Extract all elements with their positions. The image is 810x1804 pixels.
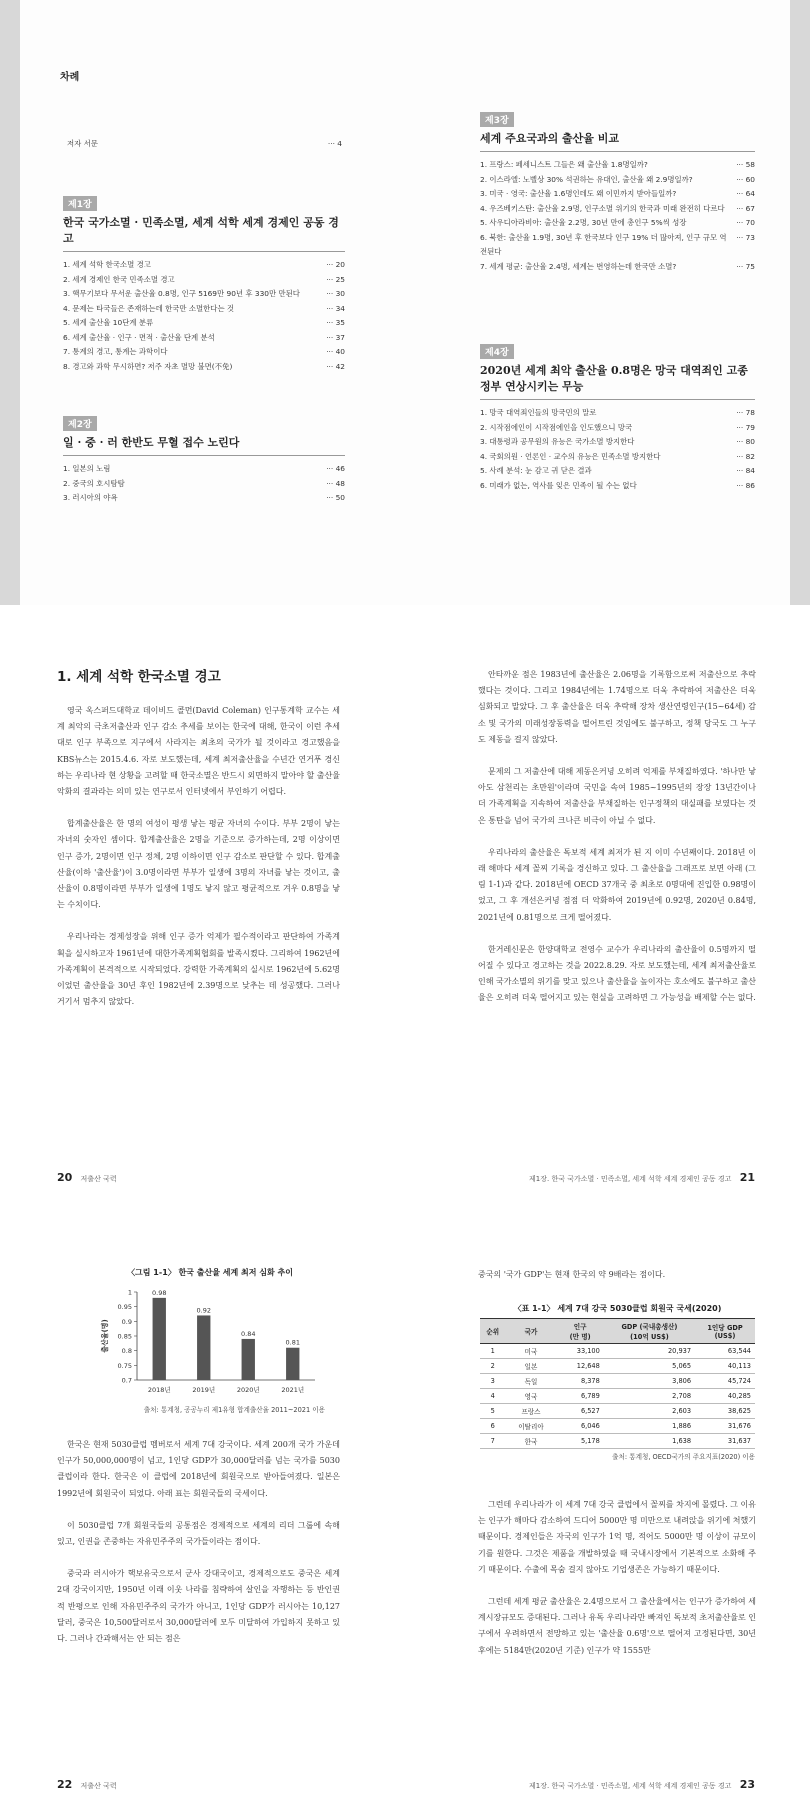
toc-item[interactable]	[480, 464, 755, 479]
y-tick-label: 0.85	[117, 1332, 132, 1341]
toc-item-title: 2. 시작점에인이 시작점에인을 인도했으니 망국	[480, 422, 633, 432]
table-header-cell: 국가	[506, 1319, 557, 1344]
toc-item-page: ··· 67	[736, 203, 755, 213]
table-cell: 6	[480, 1419, 506, 1434]
body-paragraph: 한거레신문은 한양대학교 전영수 교수가 우리나라의 출산율이 0.5명까지 떨어질 수 있다고 경고하는 것을 2022.8.29. 자로 보도했는데, 세계 최저출산율로 인해 국가소멸의 위기를 맞고 있으나 출산율을 높이자는 호소에도 불구하고 출산율은 오히려 더욱 떨어지고 있는 현실을 고려하면 그 가능성을 배제할 수는 없다.	[478, 944, 756, 1003]
table-cell: 45,724	[695, 1374, 755, 1389]
y-tick-label: 0.8	[121, 1347, 132, 1356]
body-paragraph: 이 5030클럽 7개 회원국들의 공통점은 경제적으로 세계의 리더 그룹에 속해 있고, 인권을 존중하는 자유민주주의 국가들이라는 점이다.	[57, 1520, 340, 1547]
toc-item-title: 5. 사우디아라비아: 출산율 2.2명, 30년 만에 총인구 5%씩 성장	[480, 218, 687, 227]
table-header-cell: GDP (국내총생산) (10억 US$)	[604, 1319, 695, 1344]
toc-item[interactable]	[63, 316, 345, 331]
table-cell: 63,544	[695, 1344, 755, 1359]
bar	[286, 1348, 299, 1380]
toc-item[interactable]	[480, 435, 755, 450]
toc-item-page: ··· 78	[736, 408, 755, 417]
table-cell: 미국	[506, 1344, 557, 1359]
table-header-cell: 인구 (만 명)	[557, 1319, 604, 1344]
y-tick-label: 0.95	[117, 1303, 132, 1312]
toc-item-page: ··· 50	[326, 493, 345, 502]
bar-value-label: 0.81	[285, 1338, 300, 1347]
x-tick-label: 2021년	[281, 1386, 305, 1394]
table-cell: 40,113	[695, 1359, 755, 1374]
toc-item-title: 3. 대통령과 공무원의 유능은 국가소멸 방지한다	[480, 437, 635, 446]
right-gutter	[790, 0, 810, 605]
toc-item-page: ··· 84	[736, 466, 755, 475]
toc-item-page: ··· 4	[327, 139, 342, 148]
toc-item-page: ··· 37	[326, 332, 345, 342]
table-row	[480, 1344, 755, 1359]
toc-item-title: 6. 북한: 출산율 1.9명, 30년 후 한국보다 인구 19% 더 많아져, 인구 규모 역전된다	[480, 232, 727, 256]
chapter-items	[480, 158, 755, 274]
chapter-divider	[63, 455, 345, 456]
toc-item[interactable]	[63, 273, 345, 288]
toc-item-title: 1. 일본의 노림	[63, 464, 111, 473]
body-paragraph: 한국은 현재 5030클럽 멤버로서 세계 7대 강국이다. 세계 200개 국가 가운데 인구가 50,000,000명이 넘고, 1인당 GDP가 30,000달러를 넘는 국가를 5030클럽이라 한다. 한국은 이 클럽에 2018년에 회원국으로 받아들여졌다. 일본은 1992년에 회원국이 되었다. 아래 표는 회원국들의 국세이다.	[57, 1440, 340, 1498]
table-cell: 이탈리아	[506, 1419, 557, 1434]
toc-item[interactable]	[63, 258, 345, 273]
x-tick-label: 2018년	[147, 1386, 171, 1394]
table-cell: 33,100	[557, 1344, 604, 1359]
toc-item[interactable]	[480, 202, 755, 217]
toc-item-page: ··· 58	[736, 160, 755, 169]
table-row	[480, 1434, 755, 1449]
toc-item-title: 2. 중국의 호시탐탐	[63, 478, 125, 488]
bar-value-label: 0.92	[196, 1306, 211, 1315]
toc-item-page: ··· 70	[736, 218, 755, 227]
toc-item-title: 6. 세계 출산율 · 인구 · 면적 · 출산율 단계 분석	[63, 332, 215, 342]
toc-item[interactable]	[480, 231, 755, 260]
body-paragraph: 합계출산율은 한 명의 여성이 평생 낳는 평균 자녀의 수이다. 부부 2명이 낳는 자녀의 숫자인 셈이다. 합계출산율은 2명을 기준으로 증가하는데, 2명 이상이면 인구 증가, 2명이면 인구 정체, 2명 이하이면 인구 감소로 판단할 수 있다. 합계출산율(이하 '출산율')이 3.0명이라면 부부가 일생에 3명의 자녀를 낳는 것이고, 출산율이 0.8명이라면 부부가 일생에 1명도 낳지 않고 평균적으로 겨우 0.8명을 낳는 수치이다.	[57, 819, 340, 910]
table-cell: 일본	[506, 1359, 557, 1374]
chapter-tag: 제1장	[63, 196, 97, 211]
toc-item-title: 3. 핵무기보다 무서운 출산율 0.8명, 인구 5169만 90년 후 330만 만된다	[63, 289, 300, 298]
table-cell: 영국	[506, 1389, 557, 1404]
body-paragraph: 그런데 세계 평균 출산율은 2.4명으로서 그 출산율에서는 인구가 증가하여 세계시장규모도 증대된다. 그러나 유독 우리나라만 빠져인 독보적 초저출산율로 인구에서 우려하면서 전망하고 있는 '출산율 0.6명'으로 떨어져 고정된다면, 30년 후에는 5184만(2020년 기준) 인구가 약 1555만	[478, 1597, 756, 1655]
table-cell: 2,708	[604, 1389, 695, 1404]
fertility-bar-chart	[95, 1282, 325, 1402]
table-cell: 6,527	[557, 1404, 604, 1419]
chapter-tag: 제3장	[480, 112, 514, 127]
y-tick-label: 0.9	[121, 1317, 132, 1326]
running-title: 제1장. 한국 국가소멸 · 민족소멸, 세계 석학 세계 경제인 공동 경고	[529, 1782, 732, 1790]
toc-item-page: ··· 79	[736, 422, 755, 432]
toc-item-page: ··· 73	[736, 232, 755, 242]
body-paragraph: 그런데 우리나라가 이 세계 7대 강국 클럽에서 꼴찌를 차지에 몰렸다. 그 이유는 인구가 해마다 감소하여 드디어 5000만 명 미만으로 내려앉을 위기에 처했기 때문이다. 경제인들은 자국의 인구가 1억 명, 적어도 5000만 명 이상이 규모이기를 원한다. 그것은 제품을 개발하였을 때 국내시장에서 기본적으로 소화해 주기 때문이다. 수출에 목숨 걸지 않아도 기업생존은 가능하기 때문이다.	[478, 1500, 756, 1574]
member-table	[480, 1318, 755, 1449]
toc-item[interactable]	[67, 137, 342, 152]
toc-item[interactable]	[63, 491, 345, 506]
bar	[242, 1339, 255, 1380]
running-title: 저출산 국력	[80, 1175, 117, 1183]
toc-item-title: 7. 통계의 경고, 통계는 과학이다	[63, 347, 168, 356]
table-header-cell: 1인당 GDP (US$)	[695, 1319, 755, 1344]
chapter-divider	[63, 251, 345, 252]
body-paragraph: 영국 옥스퍼드대학교 데이비드 콜먼(David Coleman) 인구통계학 교수는 세계 최악의 극초저출산과 인구 감소 추세를 보이는 한국에 대해, 한국이 이런 추세대로 인구 부족으로 지구에서 사라지는 최초의 국가가 될 것이라고 경고했음을 KBS뉴스는 2015.4.6. 자로 보도했는데, 세계 최저출산율을 수년간 연거푸 경신하는 우리나라 현 상황을 고려할 때 한국소멸은 반드시 외면하지 말아야 할 출산율 악화의 결과라는 의미 있는 연구로서 인터넷에서 부인하기 어렵다.	[57, 706, 340, 797]
toc-item-title: 저자 서문	[67, 139, 98, 148]
chapter-tag: 제4장	[480, 344, 514, 359]
x-tick-label: 2019년	[192, 1386, 216, 1394]
page-20-footer	[57, 1171, 117, 1184]
toc-item[interactable]	[480, 187, 755, 202]
table-cell: 40,285	[695, 1389, 755, 1404]
toc-item-page: ··· 60	[736, 174, 755, 184]
chapter-tag: 제2장	[63, 416, 97, 431]
toc-item[interactable]	[480, 216, 755, 231]
table-header-cell: 순위	[480, 1319, 506, 1344]
table-cell: 38,625	[695, 1404, 755, 1419]
table-row	[480, 1389, 755, 1404]
chapter-title: 세계 주요국과의 출산율 비교	[480, 132, 619, 145]
toc-item-page: ··· 42	[326, 361, 345, 371]
chapter-title: 2020년 세계 최악 출산율 0.8명은 망국 대역죄인 고종 정부 연상시키는 무능	[480, 364, 748, 393]
table-row	[480, 1419, 755, 1434]
toc-item-title: 7. 세계 평균: 출산율 2.4명, 세계는 번영하는데 한국만 소멸?	[480, 261, 677, 271]
body-paragraph: 문제의 그 저출산에 대해 제동은커녕 오히려 억제를 부채질하였다. '하나만 낳아도 삼천리는 초만원'이라며 국민을 속여 1985~1995년의 장장 13년간이나 더 가족계획을 지속하여 저출산을 부채질하는 인구정책의 대실패를 보였다는 것은 통탄을 넘어 국가의 크나큰 비극이 아닐 수 없다.	[478, 767, 756, 825]
chapter-items	[63, 258, 345, 374]
toc-item-page: ··· 75	[736, 261, 755, 271]
toc-item-page: ··· 64	[736, 189, 755, 198]
toc-item[interactable]	[63, 462, 345, 477]
table-row	[480, 1374, 755, 1389]
table-source: 출처: 통계청, OECD국가의 주요지표(2020) 이용	[612, 1453, 755, 1461]
running-title: 제1장. 한국 국가소멸 · 민족소멸, 세계 석학 세계 경제인 공동 경고	[529, 1175, 732, 1183]
table-cell: 2	[480, 1359, 506, 1374]
body-paragraph: 안타까운 점은 1983년에 출산율은 2.06명을 기록함으로써 저출산으로 추락했다는 것이다. 그리고 1984년에는 1.74명으로 더욱 추락하여 저출산은 더욱 심화되고 말았다. 그 후 출산율은 더욱 추락해 장차 생산연령인구(15~64세) 감소 및 국가의 미래성장동력을 떨어트린 것임에도 불구하고, 정책 당국도 그 누구도 제동을 걸지 않았다.	[478, 670, 756, 744]
table-cell: 독일	[506, 1374, 557, 1389]
section-title: 1. 세계 석학 한국소멸 경고	[57, 669, 221, 685]
y-tick-label: 0.75	[117, 1361, 132, 1370]
table-cell: 5	[480, 1404, 506, 1419]
table-cell: 31,637	[695, 1434, 755, 1449]
toc-item[interactable]	[63, 302, 345, 317]
page-number: 21	[739, 1171, 755, 1184]
body-paragraph: 우리나라는 경제성장을 위해 인구 증가 억제가 필수적이라고 판단하여 가족계획을 실시하고자 1961년에 대한가족계획협회를 발족시켰다. 그리하여 1962년에 가족계획이 본격적으로 시작되었다. 강력한 가족계획의 실시로 1962년에 5.62명이었던 출산율을 30년 후인 1982년에 2.39명으로 낮추는 데 성공했다. 그러나 거기서 멈추지 않았다.	[57, 932, 340, 1007]
toc-item[interactable]	[63, 345, 345, 360]
toc-item-title: 3. 러시아의 야욕	[63, 493, 118, 502]
table-cell: 1,886	[604, 1419, 695, 1434]
toc-spread	[0, 0, 810, 605]
page-23-footer	[529, 1778, 755, 1791]
page-23-intro	[478, 1267, 756, 1283]
toc-item-title: 1. 망국 대역죄인들의 망국민의 말로	[480, 408, 597, 417]
bar	[153, 1298, 166, 1380]
table-cell: 8,378	[557, 1374, 604, 1389]
chapter-divider	[480, 399, 755, 400]
toc-preface	[67, 137, 342, 152]
page-22-footer	[57, 1778, 117, 1791]
table-1-1	[480, 1303, 755, 1461]
toc-item-page: ··· 80	[736, 437, 755, 446]
toc-chapter-1	[63, 192, 345, 374]
toc-item[interactable]	[480, 158, 755, 173]
intro-line: 중국의 '국가 GDP'는 현재 한국의 약 9배라는 점이다.	[478, 1270, 666, 1279]
page-23-body	[478, 1497, 756, 1675]
chapter-title: 일 · 중 · 러 한반도 무혈 접수 노린다	[63, 436, 240, 449]
body-paragraph: 우리나라의 출산율은 독보적 세계 최저가 된 지 이미 수년째이다. 2018년 이래 해마다 세계 꼴찌 기록을 경신하고 있다. 그 출산율을 그래프로 보면 아래 (그림 1-1)과 같다. 2018년에 OECD 37개국 중 최초로 0명대에 진입한 0.98명이었고, 그 후 개선은커녕 점점 더 악화하여 2019년에 0.92명, 2020년 0.84명, 2021년에 0.81명으로 크게 떨어졌다.	[478, 847, 756, 922]
toc-item-title: 5. 세계 출산율 10단계 분류	[63, 318, 154, 327]
toc-item-page: ··· 48	[326, 478, 345, 488]
table-cell: 31,676	[695, 1419, 755, 1434]
toc-chapter-3	[480, 108, 755, 274]
toc-item-page: ··· 82	[736, 451, 755, 461]
table-cell: 1	[480, 1344, 506, 1359]
toc-item[interactable]	[63, 477, 345, 492]
table-row	[480, 1404, 755, 1419]
y-axis-label: 출산율(명)	[101, 1319, 109, 1353]
bar-value-label: 0.98	[152, 1288, 167, 1297]
toc-item[interactable]	[480, 450, 755, 465]
table-cell: 한국	[506, 1434, 557, 1449]
chapter-divider	[480, 151, 755, 152]
x-tick-label: 2020년	[236, 1386, 260, 1394]
figure-caption: 〈그림 1-1〉 한국 출산율 세계 최저 심화 추이	[127, 1268, 293, 1277]
toc-item-title: 2. 세계 경제인 한국 민족소멸 경고	[63, 274, 175, 284]
chapter-items	[63, 462, 345, 506]
table-cell: 5,065	[604, 1359, 695, 1374]
toc-item-title: 4. 우즈베키스탄: 출산율 2.9명, 인구소멸 위기의 한국과 미래 완전히 다르다	[480, 203, 725, 213]
toc-item-title: 5. 사례 분석: 눈 감고 귀 닫은 결과	[480, 466, 592, 475]
toc-item-title: 6. 미래가 없는, 역사를 잊은 민족이 될 수는 없다	[480, 480, 637, 490]
chapter-title: 한국 국가소멸 · 민족소멸, 세계 석학 세계 경제인 공동 경고	[63, 216, 339, 245]
y-tick-label: 0.7	[121, 1376, 132, 1385]
toc-item-title: 2. 이스라엘: 노벨상 30% 석권하는 유대인, 출산율 왜 2.9명일까?	[480, 174, 693, 184]
page-21-footer	[529, 1171, 755, 1184]
page-20-body	[57, 703, 340, 1026]
bar-value-label: 0.84	[241, 1329, 256, 1338]
page-number: 20	[57, 1171, 73, 1184]
figure-1-1	[95, 1267, 325, 1414]
table-body	[480, 1344, 755, 1449]
bar	[197, 1315, 210, 1380]
page-number: 22	[57, 1778, 73, 1791]
spread-pages-20-21	[0, 605, 810, 1205]
page-21-body	[478, 667, 756, 1023]
toc-item-title: 1. 세계 석학 한국소멸 경고	[63, 260, 151, 269]
table-cell: 2,603	[604, 1404, 695, 1419]
toc-chapter-4	[480, 340, 755, 493]
toc-item-title: 8. 경고와 과학 무시하면? 저주 자초 멸망 불면(不免)	[63, 361, 233, 371]
toc-item[interactable]	[480, 479, 755, 494]
toc-item[interactable]	[480, 406, 755, 421]
y-tick-label: 1	[127, 1288, 132, 1297]
table-header-row	[480, 1319, 755, 1344]
toc-item-title: 4. 문제는 타국들은 존재하는데 한국만 소멸한다는 것	[63, 303, 235, 313]
toc-item-page: ··· 20	[326, 260, 345, 269]
table-row	[480, 1359, 755, 1374]
spread-pages-22-23	[0, 1205, 810, 1804]
body-paragraph: 중국과 러시아가 핵보유국으로서 군사 강대국이고, 경제적으로도 중국은 세계 2대 강국이지만, 1950년 이래 이웃 나라를 침략하여 살인을 자행하는 등 반인권적 반평으로 인해 자유민주주의 국가가 아니고, 1인당 GDP가 러시아는 10,127달러, 중국은 10,500달러로서 30,000달러에 모두 미달하여 가입하지 못하고 있다. 그러나 간과해서는 안 되는 점은	[57, 1569, 340, 1644]
toc-item[interactable]	[480, 421, 755, 436]
table-cell: 3,806	[604, 1374, 695, 1389]
toc-item-page: ··· 46	[326, 464, 345, 473]
toc-item-title: 4. 국회의원 · 언론인 · 교수의 유능은 민족소멸 방지한다	[480, 451, 661, 461]
table-caption: 〈표 1-1〉 세계 7대 강국 5030클럽 회원국 국세(2020)	[513, 1304, 722, 1313]
table-cell: 1,638	[604, 1434, 695, 1449]
toc-item[interactable]	[480, 260, 755, 275]
table-cell: 3	[480, 1374, 506, 1389]
chapter-items	[480, 406, 755, 493]
toc-item-page: ··· 35	[326, 318, 345, 327]
table-cell: 12,648	[557, 1359, 604, 1374]
toc-item-title: 1. 프랑스: 페세니스트 그들은 왜 출산율 1.8명일까?	[480, 160, 648, 169]
table-cell: 5,178	[557, 1434, 604, 1449]
toc-chapter-2	[63, 412, 345, 506]
toc-item-title: 3. 미국 · 영국: 출산율 1.6명인데도 왜 이민까지 받아들일까?	[480, 189, 677, 198]
table-cell: 20,937	[604, 1344, 695, 1359]
toc-item-page: ··· 86	[736, 480, 755, 490]
table-cell: 6,046	[557, 1419, 604, 1434]
toc-item-page: ··· 40	[326, 347, 345, 356]
toc-item[interactable]	[63, 331, 345, 346]
toc-item-page: ··· 25	[326, 274, 345, 284]
toc-item[interactable]	[480, 173, 755, 188]
toc-item-page: ··· 30	[326, 289, 345, 298]
page-22-body	[57, 1437, 340, 1663]
table-cell: 7	[480, 1434, 506, 1449]
figure-source: 출처: 통계청, 공공누리 제1유형 합계출산율 2011~2021 이용	[143, 1406, 325, 1414]
toc-item[interactable]	[63, 287, 345, 302]
running-title: 저출산 국력	[80, 1782, 117, 1790]
left-gutter	[0, 0, 20, 605]
toc-item[interactable]	[63, 360, 345, 375]
table-cell: 프랑스	[506, 1404, 557, 1419]
page-number: 23	[739, 1778, 755, 1791]
toc-item-page: ··· 34	[326, 303, 345, 313]
table-cell: 4	[480, 1389, 506, 1404]
table-cell: 6,789	[557, 1389, 604, 1404]
toc-heading: 차례	[60, 72, 80, 83]
